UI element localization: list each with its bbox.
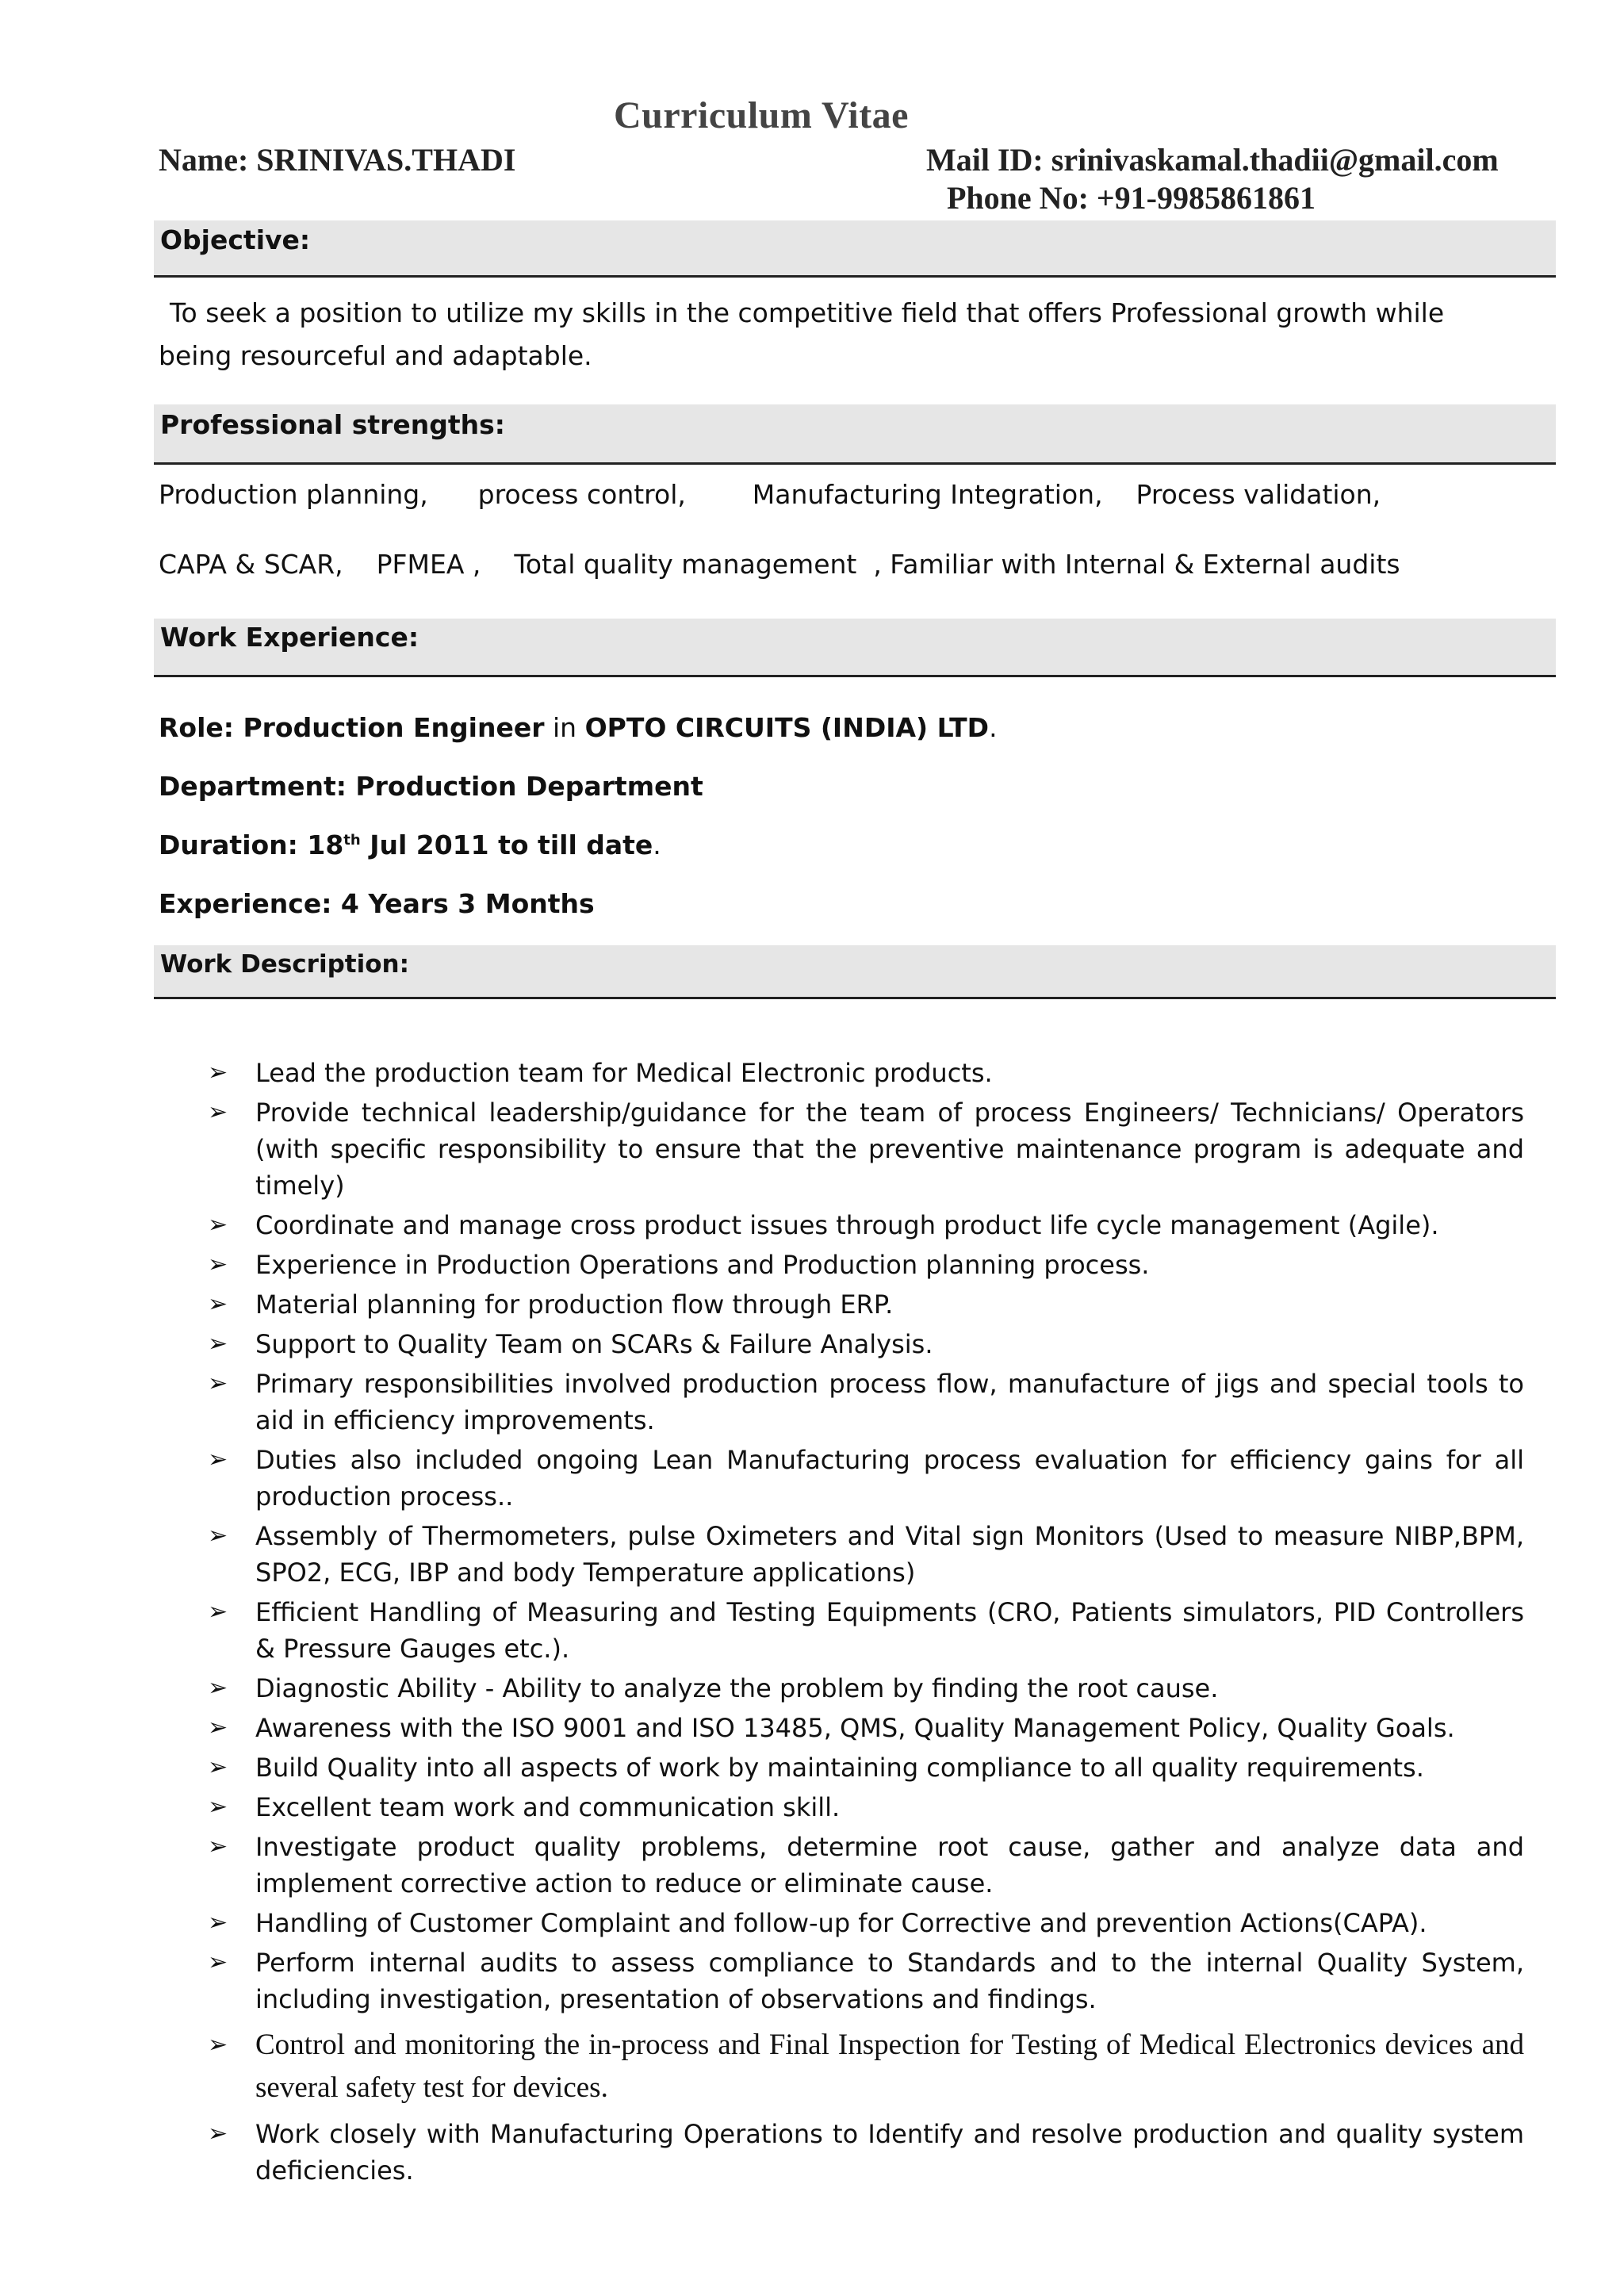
arrow-bullet-icon: ➢: [208, 2120, 228, 2147]
phone-line: Phone No: +91-9985861861: [947, 180, 1316, 216]
arrow-bullet-icon: ➢: [208, 2032, 228, 2058]
list-item: [208, 1789, 1524, 1826]
arrow-bullet-icon: ➢: [208, 1833, 228, 1860]
role-company: OPTO CIRCUITS (INDIA) LTD: [584, 712, 990, 743]
list-item: [208, 1247, 1524, 1283]
arrow-bullet-icon: ➢: [208, 1290, 228, 1318]
role-in: in: [544, 712, 585, 743]
list-item-text: Awareness with the ISO 9001 and ISO 13485, QMS, Quality Management Policy, Quality Goals.: [255, 1713, 1455, 1743]
arrow-bullet-icon: ➢: [208, 1598, 228, 1626]
list-item: [208, 1905, 1524, 1941]
list-item: [208, 1518, 1524, 1591]
arrow-bullet-icon: ➢: [208, 1948, 228, 1976]
section-heading-objective: Objective:: [154, 220, 1556, 278]
list-item: [208, 1207, 1524, 1243]
list-item: [208, 1749, 1524, 1786]
list-item-text: Excellent team work and communication skill.: [255, 1792, 841, 1822]
list-item-text: Provide technical leadership/guidance for the team of process Engineers/ Technicians/ Operators (with specific responsibility to ensure that the preventive maintenance program is adequate and timely): [255, 1098, 1524, 1201]
list-item-text: Build Quality into all aspects of work by maintaining compliance to all quality requirements.: [255, 1753, 1424, 1783]
email-line: Mail ID: srinivaskamal.thadii@gmail.com: [926, 142, 1499, 178]
list-item-text: Lead the production team for Medical Electronic products.: [255, 1058, 993, 1088]
list-item: [208, 1670, 1524, 1707]
list-item-text: Perform internal audits to assess compliance to Standards and to the internal Quality System, including investigation, presentation of observations and findings.: [255, 1948, 1524, 2014]
arrow-bullet-icon: ➢: [208, 1446, 228, 1473]
list-item-text: Efficient Handling of Measuring and Testing Equipments (CRO, Patients simulators, PID Controllers & Pressure Gauges etc.).: [255, 1597, 1524, 1664]
department-line: Department: Production Department: [159, 771, 703, 802]
section-heading-work-description: Work Description:: [154, 945, 1556, 999]
list-item-text: Work closely with Manufacturing Operations to Identify and resolve production and quality system deficiencies.: [255, 2119, 1524, 2186]
list-item-text: Material planning for production flow through ERP.: [255, 1289, 894, 1320]
list-item-text: Investigate product quality problems, determine root cause, gather and analyze data and implement corrective action to reduce or eliminate cause.: [255, 1832, 1524, 1898]
document-title: Curriculum Vitae: [614, 94, 909, 136]
duration-end: .: [653, 829, 661, 860]
list-item: [208, 1710, 1524, 1746]
list-item: [208, 1366, 1524, 1439]
arrow-bullet-icon: ➢: [208, 1674, 228, 1702]
list-item: [208, 1442, 1524, 1515]
role-line: [159, 712, 998, 743]
list-item: [208, 1094, 1524, 1204]
list-item-text: Coordinate and manage cross product issues through product life cycle management (Agile).: [255, 1210, 1439, 1240]
list-item: [208, 2024, 1524, 2109]
list-item: [208, 1594, 1524, 1667]
list-item-text: Diagnostic Ability - Ability to analyze the problem by finding the root cause.: [255, 1673, 1219, 1703]
arrow-bullet-icon: ➢: [208, 1059, 228, 1086]
experience-line: Experience: 4 Years 3 Months: [159, 888, 595, 919]
list-item-text: Primary responsibilities involved production process flow, manufacture of jigs and special tools to aid in efficiency improvements.: [255, 1369, 1524, 1435]
list-item: [208, 2116, 1524, 2189]
arrow-bullet-icon: ➢: [208, 1793, 228, 1821]
arrow-bullet-icon: ➢: [208, 1211, 228, 1239]
section-heading-strengths: Professional strengths:: [154, 404, 1556, 465]
objective-text: To seek a position to utilize my skills in the competitive field that offers Professional growth while being resourceful and adaptable.: [159, 297, 1445, 371]
section-heading-work-experience: Work Experience:: [154, 619, 1556, 677]
duration-superscript: th: [343, 832, 361, 849]
duration-rest: Jul 2011 to till date: [360, 829, 653, 860]
list-item: [208, 1829, 1524, 1902]
list-item-text: Control and monitoring the in-process and Final Inspection for Testing of Medical Electronics devices and several safety test for devices.: [255, 2029, 1524, 2104]
duration-line: [159, 829, 661, 860]
strengths-line-1: Production planning, process control, Manufacturing Integration, Process validation,: [159, 479, 1381, 510]
arrow-bullet-icon: ➢: [208, 1098, 228, 1126]
list-item: [208, 1055, 1524, 1091]
arrow-bullet-icon: ➢: [208, 1251, 228, 1278]
arrow-bullet-icon: ➢: [208, 1909, 228, 1937]
arrow-bullet-icon: ➢: [208, 1714, 228, 1741]
list-item-text: Support to Quality Team on SCARs & Failure Analysis.: [255, 1329, 933, 1359]
arrow-bullet-icon: ➢: [208, 1522, 228, 1550]
candidate-name: Name: SRINIVAS.THADI: [159, 142, 516, 178]
arrow-bullet-icon: ➢: [208, 1370, 228, 1397]
list-item-text: Duties also included ongoing Lean Manufacturing process evaluation for efficiency gains for all production process..: [255, 1445, 1524, 1511]
list-item: [208, 1944, 1524, 2017]
arrow-bullet-icon: ➢: [208, 1330, 228, 1358]
list-item-text: Assembly of Thermometers, pulse Oximeters and Vital sign Monitors (Used to measure NIBP,BPM, SPO2, ECG, IBP and body Temperature applications): [255, 1521, 1524, 1588]
list-item-text: Experience in Production Operations and Production planning process.: [255, 1250, 1150, 1280]
list-item: [208, 1326, 1524, 1362]
work-description-list: [208, 1055, 1524, 2192]
list-item: [208, 1286, 1524, 1323]
list-item-text: Handling of Customer Complaint and follow-up for Corrective and prevention Actions(CAPA).: [255, 1908, 1427, 1938]
arrow-bullet-icon: ➢: [208, 1753, 228, 1781]
role-label: Role: Production Engineer: [159, 712, 545, 743]
role-end: .: [989, 712, 998, 743]
duration-prefix: Duration: 18: [159, 829, 344, 860]
strengths-line-2: CAPA & SCAR, PFMEA , Total quality management , Familiar with Internal & External audits: [159, 549, 1400, 580]
